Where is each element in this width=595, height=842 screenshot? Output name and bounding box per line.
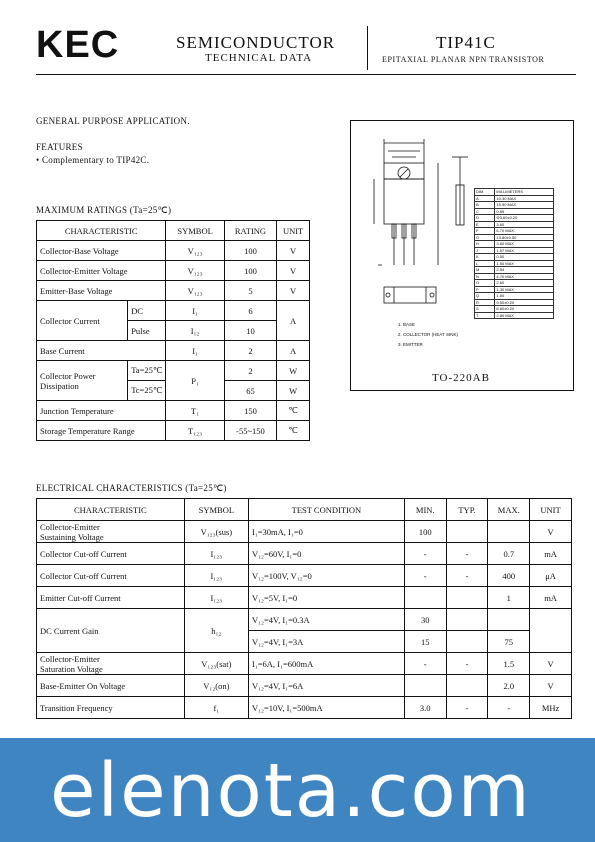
cell-sub: Pulse: [128, 321, 166, 341]
cell-sub: DC: [128, 301, 166, 321]
dim-header: DIM: [475, 189, 495, 196]
cell-min: -: [404, 543, 446, 565]
dim-value: 2.80 MAX: [495, 312, 554, 319]
cell-symbol: V₁₂₃(sat): [184, 653, 248, 675]
cell-unit: V: [530, 521, 572, 543]
cell-symbol: V₁₂₃(sus): [184, 521, 248, 543]
kec-logo: KEC: [36, 24, 120, 66]
cell-typ: [446, 675, 488, 697]
dim-value: 6.70 MAX: [495, 228, 554, 235]
dim-key: B: [475, 202, 495, 209]
cell-min: -: [404, 565, 446, 587]
dim-value: 1.57 MAX: [495, 247, 554, 254]
col-header: TYP.: [446, 499, 488, 521]
dim-key: G: [475, 234, 495, 241]
dim-value: 2.60: [495, 280, 554, 287]
dim-value: 13.80±0.50: [495, 234, 554, 241]
dim-key: O: [475, 280, 495, 287]
cell-unit: ℃: [277, 421, 310, 441]
dim-value: 0.50: [495, 254, 554, 261]
max-ratings-title: MAXIMUM RATINGS (Ta=25℃): [36, 205, 172, 215]
dim-key: M: [475, 267, 495, 274]
cell-max: -: [488, 697, 530, 719]
cell-condition: V₁₂=100V, V₁₂=0: [248, 565, 404, 587]
cell-unit: mA: [530, 543, 572, 565]
table-row: [37, 675, 572, 697]
cell-max: 0.7: [488, 543, 530, 565]
cell-unit: ℃: [277, 401, 310, 421]
cell-name: Emitter Cut-off Current: [37, 587, 185, 609]
cell-symbol: I₁: [166, 341, 224, 361]
cell-name: Collector Cut-off Current: [37, 543, 185, 565]
cell-max: 2.0: [488, 675, 530, 697]
table-row: [37, 543, 572, 565]
cell-min: 30: [404, 609, 446, 631]
dim-key: D: [475, 215, 495, 222]
col-header: MIN.: [404, 499, 446, 521]
table-row: [37, 261, 310, 281]
cell-min: 3.0: [404, 697, 446, 719]
header-divider: [36, 74, 576, 75]
dim-key: N: [475, 273, 495, 280]
cell-name-line: Dissipation: [40, 380, 79, 391]
cell-min: 15: [404, 631, 446, 653]
col-header: SYMBOL: [166, 221, 224, 241]
cell-name: Collector-Emitter Voltage: [37, 261, 166, 281]
dim-key: C: [475, 208, 495, 215]
cell-typ: -: [446, 653, 488, 675]
cell-unit: [530, 609, 572, 653]
pin-legend-item: 2. COLLECTOR (HEAT SINK): [398, 332, 459, 337]
header-separator: [367, 26, 368, 70]
dim-key: T: [475, 312, 495, 319]
cell-condition: V₁₂=5V, I₁=0: [248, 587, 404, 609]
cell-unit: MHz: [530, 697, 572, 719]
dim-key: R: [475, 299, 495, 306]
cell-max: 400: [488, 565, 530, 587]
cell-unit: V: [277, 261, 310, 281]
cell-min: 100: [404, 521, 446, 543]
col-header: RATING: [224, 221, 276, 241]
cell-name: [37, 361, 128, 401]
cell-symbol: V₁₂₃: [166, 281, 224, 301]
cell-condition: V₁₂=4V, I₁=3A: [248, 631, 404, 653]
cell-symbol: I₁₂: [166, 321, 224, 341]
cell-rating: 100: [224, 241, 276, 261]
cell-symbol: I₁₂₃: [184, 565, 248, 587]
col-header: CHARACTERISTIC: [37, 221, 166, 241]
table-row: [37, 697, 572, 719]
dim-value: 1.50 MAX: [495, 260, 554, 267]
dim-value: 1.30 MAX: [495, 286, 554, 293]
dim-value: 3.60 MAX: [495, 241, 554, 248]
package-drawing: [352, 125, 472, 320]
cell-condition: V₁₂=60V, I₁=0: [248, 543, 404, 565]
cell-unit: μA: [530, 565, 572, 587]
package-name: TO-220AB: [432, 372, 490, 384]
part-number: TIP41C: [436, 33, 496, 52]
part-description: EPITAXIAL PLANAR NPN TRANSISTOR: [382, 55, 545, 64]
cell-name: Base-Emitter On Voltage: [37, 675, 185, 697]
cell-name: Base Current: [37, 341, 166, 361]
header-semiconductor: SEMICONDUCTOR: [176, 33, 336, 52]
cell-name-line: Saturation Voltage: [40, 663, 103, 674]
table-row: [37, 421, 310, 441]
table-row: [37, 361, 310, 381]
application-text: GENERAL PURPOSE APPLICATION.: [36, 116, 190, 126]
cell-name: [37, 521, 185, 543]
cell-name: [37, 653, 185, 675]
cell-symbol: f₁: [184, 697, 248, 719]
cell-rating: 150: [224, 401, 276, 421]
cell-min: [404, 675, 446, 697]
table-row: [37, 341, 310, 361]
col-header: MAX.: [488, 499, 530, 521]
cell-condition: V₁₂=4V, I₁=6A: [248, 675, 404, 697]
cell-name: Emitter-Base Voltage: [37, 281, 166, 301]
cell-rating: 2: [224, 341, 276, 361]
cell-name-line: Sustaining Voltage: [40, 531, 104, 542]
col-header: TEST CONDITION: [248, 499, 404, 521]
table-row: [37, 609, 572, 631]
col-header: UNIT: [277, 221, 310, 241]
dim-key: Q: [475, 293, 495, 300]
cell-symbol: I₁₂₃: [184, 543, 248, 565]
electrical-table: [36, 498, 572, 719]
cell-symbol: T₁: [166, 401, 224, 421]
cell-max: 1.5: [488, 653, 530, 675]
dim-header: MILLIMETERS: [495, 189, 554, 196]
dim-value: 15.90 MAX: [495, 202, 554, 209]
col-header: UNIT: [530, 499, 572, 521]
cell-typ: [446, 631, 488, 653]
dim-value: 4.70 MAX: [495, 273, 554, 280]
cell-condition: V₁₂=10V, I₁=500mA: [248, 697, 404, 719]
cell-symbol: I₁: [166, 301, 224, 321]
cell-rating: 5: [224, 281, 276, 301]
dim-row: [475, 312, 554, 319]
cell-rating: -55~150: [224, 421, 276, 441]
cell-rating: 2: [224, 361, 276, 381]
cell-typ: [446, 587, 488, 609]
dim-value: Φ3.60±0.20: [495, 215, 554, 222]
dim-value: 2.54: [495, 267, 554, 274]
table-row: [37, 241, 310, 261]
dim-key: A: [475, 195, 495, 202]
dim-value: 3.60: [495, 221, 554, 228]
pin-legend-item: 1. BASE: [398, 322, 416, 327]
table-header-row: [37, 221, 310, 241]
cell-typ: -: [446, 565, 488, 587]
cell-typ: [446, 609, 488, 631]
cell-unit: V: [277, 281, 310, 301]
cell-unit: mA: [530, 587, 572, 609]
cell-max: [488, 609, 530, 631]
cell-unit: W: [277, 381, 310, 401]
cell-name-line: Collector-Emitter: [40, 653, 100, 664]
table-row: [37, 301, 310, 321]
dimensions-table: [474, 188, 554, 319]
cell-max: 75: [488, 631, 530, 653]
dim-key: K: [475, 254, 495, 261]
dim-key: F: [475, 228, 495, 235]
cell-rating: 6: [224, 301, 276, 321]
header-technical-data: TECHNICAL DATA: [205, 52, 313, 64]
dim-key: P: [475, 286, 495, 293]
dim-value: 0.85: [495, 208, 554, 215]
cell-rating: 100: [224, 261, 276, 281]
electrical-title: ELECTRICAL CHARACTERISTICS (Ta=25℃): [36, 483, 227, 493]
cell-sub: Tc=25℃: [128, 381, 166, 401]
table-row: [37, 521, 572, 543]
dim-key: L: [475, 260, 495, 267]
col-header: SYMBOL: [184, 499, 248, 521]
watermark-text: elenota.com: [50, 748, 532, 834]
cell-symbol: V₁₂₃: [166, 241, 224, 261]
dim-key: H: [475, 241, 495, 248]
cell-name-line: Collector-Emitter: [40, 521, 100, 532]
cell-rating: 10: [224, 321, 276, 341]
cell-condition: I₁=6A, I₁=600mA: [248, 653, 404, 675]
dim-key: J: [475, 247, 495, 254]
cell-name: DC Current Gain: [37, 609, 185, 653]
cell-max: [488, 521, 530, 543]
cell-condition: V₁₂=4V, I₁=0.3A: [248, 609, 404, 631]
cell-min: [404, 587, 446, 609]
cell-symbol: V₁₂(on): [184, 675, 248, 697]
cell-rating: 65: [224, 381, 276, 401]
cell-min: -: [404, 653, 446, 675]
dim-value: 9.50±0.20: [495, 299, 554, 306]
cell-typ: [446, 521, 488, 543]
cell-symbol: P₁: [166, 361, 224, 401]
cell-sub: Ta=25℃: [128, 361, 166, 381]
cell-unit: W: [277, 361, 310, 381]
cell-name: Collector Current: [37, 301, 128, 341]
features-title: FEATURES: [36, 142, 83, 152]
cell-name: Collector Cut-off Current: [37, 565, 185, 587]
cell-symbol: h₁₂: [184, 609, 248, 653]
table-header-row: [37, 499, 572, 521]
cell-name: Junction Temperature: [37, 401, 166, 421]
cell-typ: -: [446, 543, 488, 565]
dim-value: 8.60±0.20: [495, 306, 554, 313]
dim-value: 1.50: [495, 293, 554, 300]
cell-name: Transition Frequency: [37, 697, 185, 719]
cell-max: 1: [488, 587, 530, 609]
cell-condition: I₁=30mA, I₁=0: [248, 521, 404, 543]
cell-unit: A: [277, 341, 310, 361]
col-header: CHARACTERISTIC: [37, 499, 185, 521]
cell-unit: V: [530, 653, 572, 675]
cell-name: Storage Temperature Range: [37, 421, 166, 441]
dim-value: 10.30 MAX: [495, 195, 554, 202]
cell-symbol: V₁₂₃: [166, 261, 224, 281]
pin-legend: [398, 320, 458, 350]
pin-legend-item: 3. EMITTER: [398, 342, 423, 347]
cell-name-line: Collector Power: [40, 370, 96, 381]
table-row: [37, 401, 310, 421]
cell-unit: V: [277, 241, 310, 261]
cell-symbol: I₁₂₃: [184, 587, 248, 609]
cell-typ: -: [446, 697, 488, 719]
cell-symbol: T₁₂₃: [166, 421, 224, 441]
max-ratings-table: [36, 220, 310, 441]
cell-unit: A: [277, 301, 310, 341]
dim-key: E: [475, 221, 495, 228]
cell-unit: V: [530, 675, 572, 697]
table-row: [37, 281, 310, 301]
feature-item: • Complementary to TIP42C.: [36, 155, 150, 165]
table-row: [37, 565, 572, 587]
cell-name: Collector-Base Voltage: [37, 241, 166, 261]
dim-key: S: [475, 306, 495, 313]
table-row: [37, 653, 572, 675]
table-row: [37, 587, 572, 609]
